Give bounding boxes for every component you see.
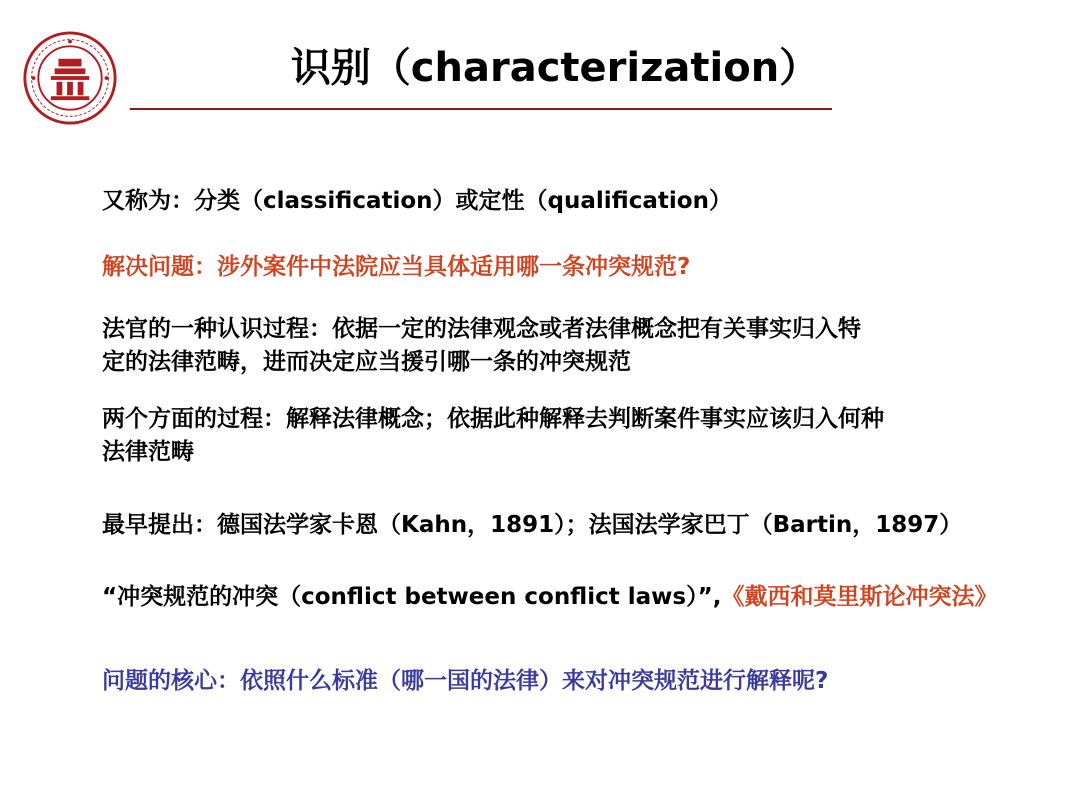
core-question-line: 问题的核心：依照什么标准（哪一国的法律）来对冲突规范进行解释呢? [102,668,829,694]
problem-line: 解决问题：涉外案件中法院应当具体适用哪一条冲突规范? [102,254,691,280]
two-aspects-line-1: 两个方面的过程：解释法律概念；依据此种解释去判断案件事实应该归入何种 [102,406,884,432]
title-underline [130,108,832,110]
origin-line: 最早提出：德国法学家卡恩（Kahn，1891）；法国法学家巴丁（Bartin，1897） [102,512,963,538]
slide-title: 识别（characterization） [290,45,820,91]
dicey-reference: 《戴西和莫里斯论冲突法》 [721,584,998,610]
process-line-2: 定的法律范畴，进而决定应当援引哪一条的冲突规范 [102,349,631,375]
aliases-line: 又称为：分类（classification）或定性（qualification） [102,188,732,214]
two-aspects-line-2: 法律范畴 [102,439,194,465]
process-line-1: 法官的一种认识过程：依据一定的法律观念或者法律概念把有关事实归入特 [102,316,861,342]
conflict-quote-line [102,581,997,614]
conflict-quote-text: “冲突规范的冲突（conflict between conflict laws）”, [102,584,722,610]
